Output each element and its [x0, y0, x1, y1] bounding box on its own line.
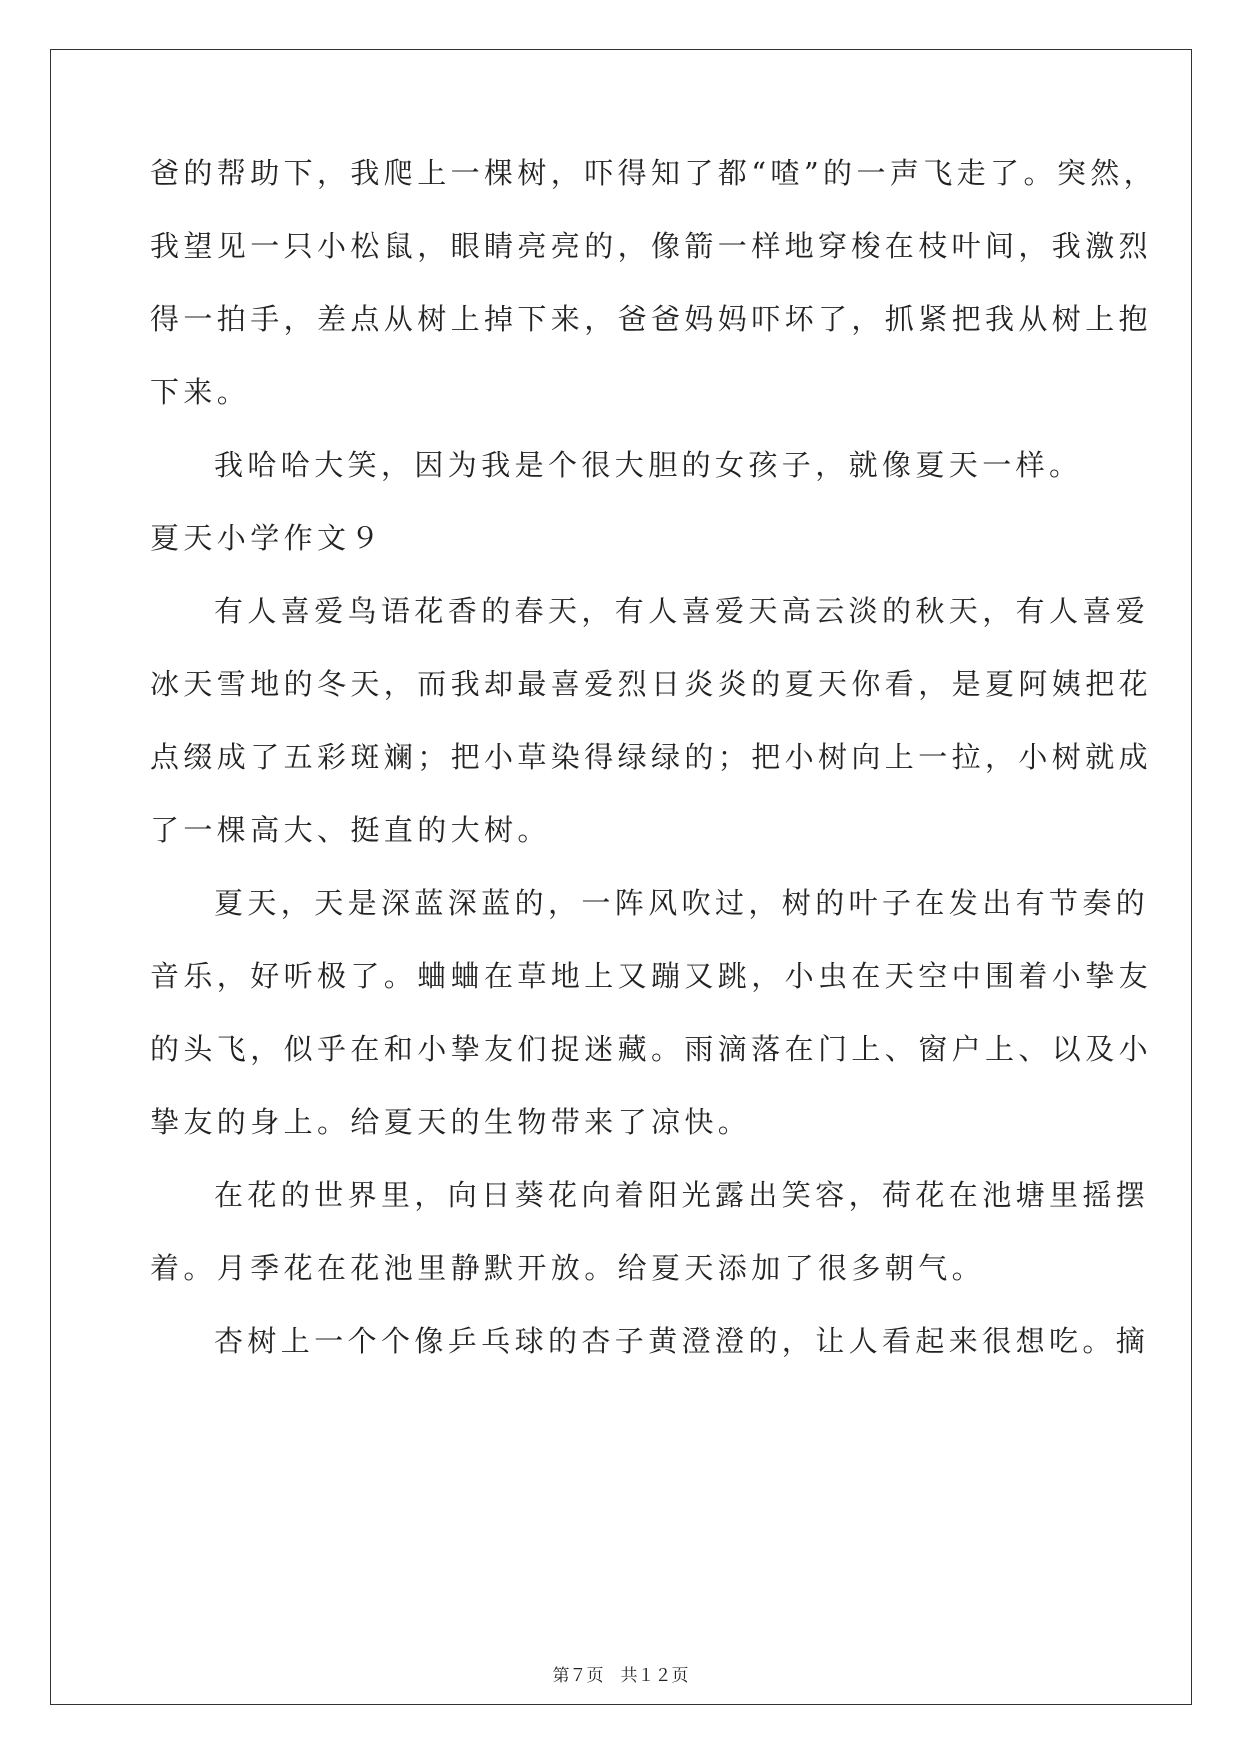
text-line: 得一拍手，差点从树上掉下来，爸爸妈妈吓坏了，抓紧把我从树上抱	[150, 302, 1153, 336]
paragraph-line: 有人喜爱鸟语花香的春天，有人喜爱天高云淡的秋天，有人喜爱	[214, 594, 1150, 628]
page-border	[50, 49, 1192, 1705]
text-line: 着。月季花在花池里静默开放。给夏天添加了很多朝气。	[150, 1251, 986, 1285]
text-line: 我望见一只小松鼠，眼睛亮亮的，像箭一样地穿梭在枝叶间，我激烈	[150, 229, 1153, 263]
text-line: 挚友的身上。给夏天的生物带来了凉快。	[150, 1105, 752, 1139]
text-line: 音乐，好听极了。蛐蛐在草地上又蹦又跳，小虫在天空中围着小挚友	[150, 959, 1153, 993]
paragraph-line: 我哈哈大笑，因为我是个很大胆的女孩子，就像夏天一样。	[214, 448, 1083, 482]
section-heading: 夏天小学作文９	[150, 521, 384, 555]
text-line: 下来。	[150, 375, 251, 409]
text-line: 冰天雪地的冬天，而我却最喜爱烈日炎炎的夏天你看，是夏阿姨把花	[150, 667, 1153, 701]
paragraph-line: 在花的世界里，向日葵花向着阳光露出笑容，荷花在池塘里摇摆	[214, 1178, 1150, 1212]
paragraph-line: 杏树上一个个像乒乓球的杏子黄澄澄的，让人看起来很想吃。摘	[214, 1324, 1150, 1358]
page-number-footer: 第７页 共１２页	[552, 1666, 689, 1686]
text-line: 了一棵高大、挺直的大树。	[150, 813, 551, 847]
text-line: 的头飞，似乎在和小挚友们捉迷藏。雨滴落在门上、窗户上、以及小	[150, 1032, 1153, 1066]
text-line: 点缀成了五彩斑斓；把小草染得绿绿的；把小树向上一拉，小树就成	[150, 740, 1153, 774]
text-line: 爸的帮助下，我爬上一棵树，吓得知了都“喳”的一声飞走了。突然，	[150, 156, 1158, 190]
paragraph-line: 夏天，天是深蓝深蓝的，一阵风吹过，树的叶子在发出有节奏的	[214, 886, 1150, 920]
